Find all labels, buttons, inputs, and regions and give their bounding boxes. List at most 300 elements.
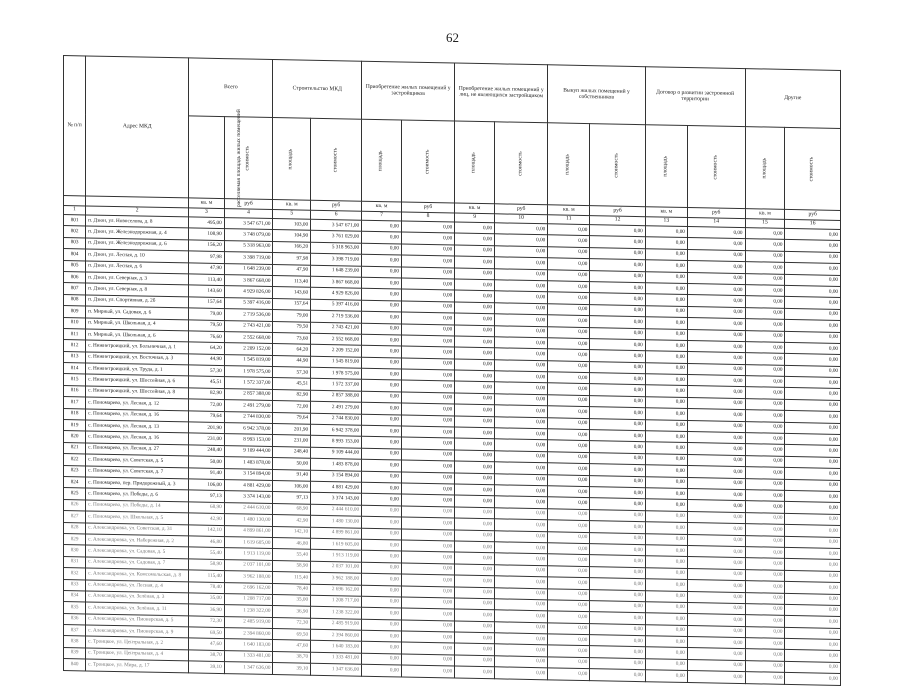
- row-value: 0,00: [362, 562, 402, 574]
- row-value: 6 942 378,00: [311, 424, 362, 436]
- row-value: 4 929 826,00: [311, 288, 362, 300]
- row-value: 0,00: [745, 547, 785, 559]
- unit-area: кв. м: [745, 209, 785, 220]
- row-value: 0,00: [401, 642, 454, 654]
- row-value: 3 398 719,00: [311, 253, 362, 265]
- row-value: 0,00: [590, 452, 645, 464]
- row-value: 58,90: [273, 560, 311, 572]
- row-value: 0,00: [687, 329, 745, 341]
- row-value: 0,00: [548, 269, 590, 281]
- row-address: п. Мирный, ул. Садовая, д. 6: [86, 306, 189, 319]
- row-value: 0,00: [495, 359, 548, 371]
- row-value: 36,90: [189, 604, 224, 616]
- row-value: 47,90: [189, 262, 224, 274]
- row-value: 0,00: [548, 486, 590, 498]
- row-value: 1 619 605,00: [311, 538, 362, 550]
- row-value: 2 744 830,00: [311, 413, 362, 425]
- subheader-area: площадь: [745, 127, 785, 210]
- row-value: 0,00: [745, 353, 785, 365]
- row-value: 0,00: [645, 453, 687, 465]
- row-value: 0,00: [362, 664, 402, 676]
- row-value: 0,00: [645, 602, 687, 614]
- row-value: 0,00: [362, 551, 402, 563]
- column-number: 7: [362, 211, 402, 221]
- row-value: 79,64: [273, 412, 311, 424]
- row-value: 0,00: [548, 645, 590, 657]
- row-value: 2 743 421,00: [311, 322, 362, 334]
- row-value: 0,00: [590, 316, 645, 328]
- column-number: 10: [495, 214, 548, 224]
- row-value: 142,10: [273, 526, 311, 538]
- row-value: 0,00: [362, 300, 402, 312]
- row-value: 0,00: [745, 319, 785, 331]
- row-value: 0,00: [745, 307, 785, 319]
- row-value: 0,00: [455, 450, 495, 462]
- row-number: 828: [64, 522, 86, 534]
- row-value: 3 867 668,00: [311, 276, 362, 288]
- row-value: 0,00: [548, 531, 590, 543]
- row-value: 0,00: [645, 317, 687, 329]
- row-number: 821: [64, 442, 86, 454]
- row-address: с. Пономарево, ул. Лесная, д. 12: [86, 397, 189, 410]
- subheader-area: площадь: [362, 119, 402, 202]
- row-value: 3 748 079,00: [224, 229, 273, 241]
- row-value: 0,00: [645, 465, 687, 477]
- row-address: с. Александровка, ул. Садовая, д. 7: [86, 557, 189, 570]
- row-value: 72,00: [273, 401, 311, 413]
- row-value: 0,00: [785, 627, 841, 639]
- row-value: 9 109 444,00: [311, 447, 362, 459]
- row-value: 0,00: [687, 534, 745, 546]
- row-value: 35,00: [189, 593, 224, 605]
- row-value: 0,00: [455, 393, 495, 405]
- row-number: 823: [64, 465, 86, 477]
- row-value: 0,00: [785, 445, 841, 457]
- row-value: 108,90: [189, 228, 224, 240]
- row-value: 0,00: [590, 339, 645, 351]
- row-value: 8 993 153,00: [224, 434, 273, 446]
- row-value: 0,00: [687, 488, 745, 500]
- row-value: 0,00: [548, 588, 590, 600]
- row-address: с. Нижнетроицкий, ул. Шоссейная, д. 8: [86, 386, 189, 399]
- row-value: 0,00: [548, 360, 590, 372]
- row-value: 0,00: [495, 496, 548, 508]
- row-value: 248,40: [273, 446, 311, 458]
- row-value: 79,64: [189, 411, 224, 423]
- row-value: 0,00: [455, 302, 495, 314]
- row-value: 0,00: [495, 280, 548, 292]
- row-value: 78,40: [189, 581, 224, 593]
- row-value: 0,00: [745, 581, 785, 593]
- row-value: 0,00: [401, 380, 454, 392]
- row-value: 0,00: [548, 406, 590, 418]
- row-value: 0,00: [590, 657, 645, 669]
- column-number: 6: [311, 210, 362, 220]
- row-value: 64,20: [189, 342, 224, 354]
- subheader-cost: стоимость: [401, 120, 454, 203]
- row-value: 64,20: [273, 344, 311, 356]
- row-value: 47,60: [189, 638, 224, 650]
- row-value: 0,00: [401, 221, 454, 233]
- row-value: 0,00: [785, 365, 841, 377]
- row-value: 0,00: [548, 338, 590, 350]
- row-value: 3 962 188,00: [224, 571, 273, 583]
- header-no: № п/п: [64, 56, 86, 196]
- row-value: 0,00: [745, 228, 785, 240]
- row-address: с. Александровка, ул. Пионерская, д. 5: [86, 614, 189, 627]
- row-address: с. Троицкое, ул. Центральная, д. 2: [86, 636, 189, 649]
- row-value: 0,00: [362, 642, 402, 654]
- row-value: 0,00: [785, 468, 841, 480]
- row-value: 0,00: [687, 454, 745, 466]
- row-value: 0,00: [401, 289, 454, 301]
- row-value: 0,00: [645, 670, 687, 682]
- row-value: 0,00: [745, 410, 785, 422]
- row-number: 829: [64, 533, 86, 545]
- row-value: 0,00: [590, 304, 645, 316]
- row-value: 0,00: [745, 558, 785, 570]
- row-value: 0,00: [401, 540, 454, 552]
- row-value: 0,00: [548, 622, 590, 634]
- row-value: 0,00: [362, 380, 402, 392]
- row-value: 0,00: [362, 630, 402, 642]
- row-value: 248,40: [189, 445, 224, 457]
- row-value: 0,00: [785, 399, 841, 411]
- row-value: 0,00: [645, 522, 687, 534]
- row-value: 0,00: [785, 388, 841, 400]
- row-value: 0,00: [548, 668, 590, 680]
- row-value: 55,40: [273, 549, 311, 561]
- row-value: 0,00: [401, 358, 454, 370]
- subheader-area: площадь: [645, 125, 687, 208]
- row-number: 809: [64, 306, 86, 318]
- row-number: 814: [64, 363, 86, 375]
- row-value: 0,00: [362, 494, 402, 506]
- row-value: 0,00: [548, 543, 590, 555]
- column-number: 2: [86, 206, 189, 217]
- row-number: 819: [64, 420, 86, 432]
- row-value: 0,00: [455, 507, 495, 519]
- row-value: 0,00: [548, 463, 590, 475]
- row-value: 2 719 536,00: [224, 309, 273, 321]
- row-value: 0,00: [495, 508, 548, 520]
- subheader-cost: стоимость: [224, 117, 273, 200]
- row-value: 0,00: [785, 433, 841, 445]
- row-value: 1 978 575,00: [224, 366, 273, 378]
- row-address: с. Александровка, ул. Лесная, д. 4: [86, 579, 189, 592]
- row-value: 79,00: [273, 310, 311, 322]
- row-value: 3 374 143,00: [224, 491, 273, 503]
- column-number: 4: [224, 209, 273, 219]
- row-value: 0,00: [645, 397, 687, 409]
- row-value: 50,00: [273, 458, 311, 470]
- row-value: 0,00: [362, 608, 402, 620]
- row-value: 231,00: [189, 433, 224, 445]
- row-value: 0,00: [645, 260, 687, 272]
- row-value: 0,00: [495, 291, 548, 303]
- row-value: 0,00: [401, 665, 454, 677]
- row-value: 0,00: [785, 251, 841, 263]
- row-value: 0,00: [590, 259, 645, 271]
- row-value: 1 648 239,00: [311, 265, 362, 277]
- row-value: 44,90: [189, 354, 224, 366]
- row-address: с. Троицкое, ул. Мира, д. 17: [86, 659, 189, 672]
- row-value: 0,00: [401, 620, 454, 632]
- row-value: 50,00: [189, 456, 224, 468]
- row-value: 0,00: [785, 559, 841, 571]
- row-value: 0,00: [785, 240, 841, 252]
- row-value: 0,00: [548, 611, 590, 623]
- row-value: 0,00: [548, 554, 590, 566]
- row-value: 3 154 894,00: [311, 470, 362, 482]
- row-value: 0,00: [687, 671, 745, 683]
- row-value: 0,00: [590, 589, 645, 601]
- row-value: 0,00: [687, 409, 745, 421]
- row-value: 35,00: [273, 594, 311, 606]
- row-value: 0,00: [645, 624, 687, 636]
- row-value: 0,00: [455, 336, 495, 348]
- row-value: 0,00: [548, 383, 590, 395]
- row-value: 97,98: [189, 251, 224, 263]
- row-address: п. Мирный, ул. Школьная, д. 4: [86, 317, 189, 330]
- row-value: 0,00: [745, 376, 785, 388]
- row-value: 91,40: [273, 469, 311, 481]
- row-value: 0,00: [687, 340, 745, 352]
- row-value: 42,90: [273, 515, 311, 527]
- row-number: 818: [64, 408, 86, 420]
- row-number: 833: [64, 579, 86, 591]
- subheader-cost: стоимость: [495, 122, 548, 205]
- row-value: 0,00: [495, 371, 548, 383]
- row-value: 0,00: [745, 535, 785, 547]
- row-value: 0,00: [495, 337, 548, 349]
- row-value: 0,00: [362, 448, 402, 460]
- row-value: 0,00: [645, 556, 687, 568]
- row-value: 0,00: [362, 516, 402, 528]
- row-value: 0,00: [645, 488, 687, 500]
- row-value: 0,00: [455, 495, 495, 507]
- row-value: 0,00: [548, 258, 590, 270]
- row-value: 0,00: [495, 530, 548, 542]
- row-value: 0,00: [401, 437, 454, 449]
- row-value: 0,00: [362, 539, 402, 551]
- row-value: 0,00: [548, 520, 590, 532]
- row-value: 0,00: [590, 395, 645, 407]
- row-value: 0,00: [745, 250, 785, 262]
- row-value: 0,00: [590, 350, 645, 362]
- row-address: с. Пономарево, ул. Лесная, д. 13: [86, 420, 189, 433]
- row-value: 106,00: [273, 481, 311, 493]
- row-address: с. Александровка, ул. Садовая, д. 5: [86, 545, 189, 558]
- row-value: 0,00: [362, 425, 402, 437]
- row-address: с. Нижнетроицкий, ул. Труда, д. 1: [86, 363, 189, 376]
- row-value: 0,00: [590, 293, 645, 305]
- row-value: 0,00: [590, 270, 645, 282]
- row-value: 0,00: [785, 354, 841, 366]
- row-value: 0,00: [590, 236, 645, 248]
- row-value: 4 881 429,00: [311, 481, 362, 493]
- row-number: 807: [64, 283, 86, 295]
- row-value: 0,00: [401, 324, 454, 336]
- row-value: 82,90: [189, 388, 224, 400]
- row-value: 0,00: [785, 547, 841, 559]
- row-value: 0,00: [745, 296, 785, 308]
- row-value: 2 857 388,00: [311, 390, 362, 402]
- row-value: 0,00: [687, 602, 745, 614]
- row-value: 2 857 388,00: [224, 388, 273, 400]
- row-number: 813: [64, 351, 86, 363]
- row-value: 0,00: [645, 362, 687, 374]
- row-value: 2 743 421,00: [224, 320, 273, 332]
- row-value: 0,00: [687, 568, 745, 580]
- row-value: 0,00: [745, 398, 785, 410]
- row-value: 0,00: [745, 569, 785, 581]
- row-value: 0,00: [785, 513, 841, 525]
- row-value: 166,20: [273, 241, 311, 253]
- row-value: 0,00: [548, 429, 590, 441]
- row-number: 839: [64, 647, 86, 659]
- row-value: 0,00: [362, 266, 402, 278]
- row-value: 0,00: [785, 479, 841, 491]
- row-value: 115,40: [189, 570, 224, 582]
- row-value: 0,00: [785, 638, 841, 650]
- resettlement-table: [63, 55, 841, 686]
- row-value: 0,00: [495, 325, 548, 337]
- header-address: Адрес МКД: [86, 56, 189, 198]
- row-value: 0,00: [548, 566, 590, 578]
- row-value: 0,00: [785, 297, 841, 309]
- row-value: 0,00: [455, 416, 495, 428]
- row-value: 0,00: [687, 283, 745, 295]
- row-value: 0,00: [745, 421, 785, 433]
- row-value: 0,00: [455, 347, 495, 359]
- row-value: 0,00: [495, 565, 548, 577]
- row-address: п. Дзюн, ул. Северная, д. 3: [86, 272, 189, 285]
- row-value: 0,00: [362, 368, 402, 380]
- row-value: 0,00: [687, 352, 745, 364]
- row-value: 1 483 878,00: [224, 457, 273, 469]
- row-value: 0,00: [495, 405, 548, 417]
- row-value: 0,00: [548, 326, 590, 338]
- row-value: 0,00: [785, 502, 841, 514]
- row-value: 3 761 029,00: [311, 231, 362, 243]
- row-value: 0,00: [548, 395, 590, 407]
- row-number: 835: [64, 602, 86, 614]
- header-group-developer-purchase: Приобретение жилых помещений у застройщиков: [362, 61, 455, 121]
- row-value: 0,00: [590, 578, 645, 590]
- row-value: 97,13: [273, 492, 311, 504]
- row-number: 826: [64, 499, 86, 511]
- row-value: 0,00: [745, 592, 785, 604]
- row-value: 0,00: [687, 249, 745, 261]
- row-value: 4 899 861,00: [224, 525, 273, 537]
- row-number: 831: [64, 556, 86, 568]
- row-value: 46,80: [189, 536, 224, 548]
- row-value: 5 397 416,00: [224, 297, 273, 309]
- row-value: 0,00: [590, 566, 645, 578]
- row-value: 0,00: [687, 238, 745, 250]
- unit-rub: руб: [311, 200, 362, 211]
- row-value: 0,00: [590, 509, 645, 521]
- row-number: 812: [64, 340, 86, 352]
- row-value: 47,90: [273, 264, 311, 276]
- row-value: 0,00: [590, 601, 645, 613]
- row-value: 0,00: [455, 222, 495, 234]
- row-number: 816: [64, 385, 86, 397]
- row-value: 0,00: [495, 667, 548, 679]
- row-number: 832: [64, 568, 86, 580]
- row-value: 0,00: [745, 444, 785, 456]
- row-address: с. Троицкое, ул. Центральная, д. 4: [86, 648, 189, 661]
- row-value: 0,00: [785, 570, 841, 582]
- row-value: 0,00: [362, 402, 402, 414]
- row-value: 0,00: [548, 509, 590, 521]
- row-value: 73,60: [273, 332, 311, 344]
- row-value: 0,00: [785, 422, 841, 434]
- row-value: 0,00: [455, 632, 495, 644]
- row-value: 0,00: [745, 672, 785, 684]
- table-body: [64, 215, 841, 686]
- row-value: 0,00: [362, 357, 402, 369]
- row-value: 0,00: [548, 417, 590, 429]
- row-value: 2 744 830,00: [224, 411, 273, 423]
- row-value: 0,00: [590, 521, 645, 533]
- row-number: 830: [64, 545, 86, 557]
- row-value: 97,98: [273, 253, 311, 265]
- row-value: 0,00: [687, 580, 745, 592]
- row-value: 0,00: [785, 274, 841, 286]
- row-value: 0,00: [687, 226, 745, 238]
- row-value: 0,00: [455, 381, 495, 393]
- row-value: 0,00: [590, 430, 645, 442]
- row-value: 0,00: [745, 330, 785, 342]
- row-value: 0,00: [455, 268, 495, 280]
- row-value: 0,00: [687, 659, 745, 671]
- row-value: 0,00: [745, 285, 785, 297]
- row-value: 0,00: [745, 342, 785, 354]
- row-value: 0,00: [495, 314, 548, 326]
- row-value: 0,00: [548, 224, 590, 236]
- row-value: 0,00: [687, 318, 745, 330]
- row-value: 0,00: [362, 653, 402, 665]
- row-value: 0,00: [548, 497, 590, 509]
- row-value: 0,00: [495, 348, 548, 360]
- row-value: 0,00: [590, 373, 645, 385]
- row-value: 0,00: [548, 440, 590, 452]
- unit-area: кв. м: [645, 207, 687, 218]
- row-value: 0,00: [785, 525, 841, 537]
- row-value: 0,00: [785, 308, 841, 320]
- row-value: 1 238 322,00: [224, 605, 273, 617]
- row-value: 0,00: [590, 532, 645, 544]
- column-number: 16: [785, 219, 841, 229]
- row-address: с. Пономарево, ул. Победы, д. 14: [86, 500, 189, 513]
- row-value: 0,00: [590, 247, 645, 259]
- row-value: 0,00: [687, 557, 745, 569]
- row-value: 0,00: [645, 283, 687, 295]
- row-value: 1 913 119,00: [224, 548, 273, 560]
- row-value: 0,00: [548, 247, 590, 259]
- row-value: 2 485 919,00: [224, 616, 273, 628]
- row-number: 827: [64, 511, 86, 523]
- row-value: 4 899 861,00: [311, 527, 362, 539]
- row-value: 0,00: [745, 490, 785, 502]
- row-value: 0,00: [548, 304, 590, 316]
- row-value: 0,00: [785, 581, 841, 593]
- row-value: 3 867 668,00: [224, 275, 273, 287]
- row-value: 0,00: [687, 466, 745, 478]
- row-value: 0,00: [495, 644, 548, 656]
